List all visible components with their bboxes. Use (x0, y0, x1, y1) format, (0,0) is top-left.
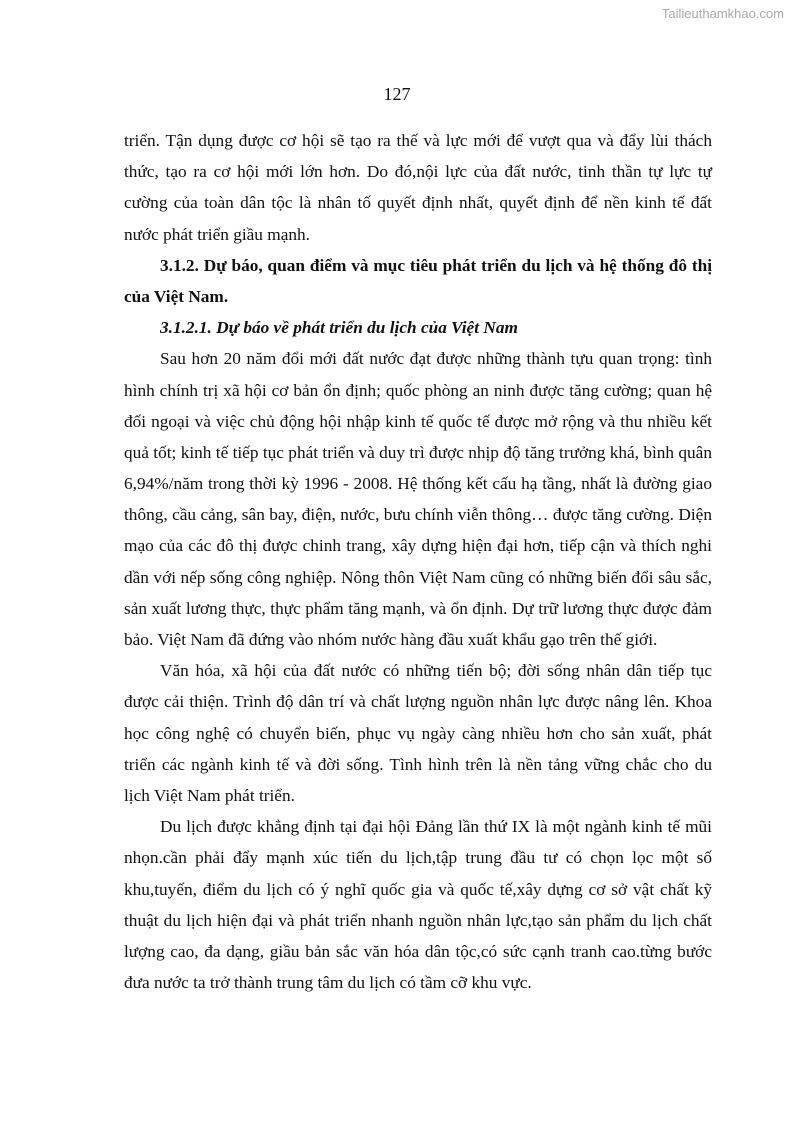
heading-line: của Việt Nam. (124, 286, 229, 306)
paragraph-line: Văn hóa, xã hội của đất nước có những tiến bộ; đời sống nhân dân tiếp tục (160, 661, 712, 681)
paragraph-line: 6,94%/năm trong thời kỳ 1996 - 2008. Hệ thống kết cấu hạ tầng, nhất là đường giao (124, 474, 712, 494)
paragraph-line: thuật du lịch hiện đại và phát triển nhanh nguồn nhân lực,tạo sản phẩm du lịch chất (124, 910, 712, 930)
paragraph-line: bảo. Việt Nam đã đứng vào nhóm nước hàng đầu xuất khẩu gạo trên thế giới. (124, 630, 658, 649)
paragraph-line: Du lịch được khẳng định tại đại hội Đảng lần thứ IX là một ngành kinh tế mũi (160, 817, 712, 837)
paragraph-line: quả tốt; kinh tế tiếp tục phát triển và duy trì được nhịp độ tăng trưởng khá, bình quân (124, 442, 712, 462)
paragraph-line: Sau hơn 20 năm đổi mới đất nước đạt được những thành tựu quan trọng: tình (160, 349, 712, 369)
paragraph-line: được cải thiện. Trình độ dân trí và chất lượng nguồn nhân lực được nâng lên. Khoa (124, 692, 712, 712)
heading-line: 3.1.2. Dự báo, quan điểm và mục tiêu phát triển du lịch và hệ thống đô thị (160, 255, 712, 275)
paragraph-line: lượng cao, đa dạng, giầu bản sắc văn hóa dân tộc,có sức cạnh tranh cao.từng bước (124, 941, 712, 961)
paragraph-line: cường của toàn dân tộc là nhân tố quyết định nhất, quyết định để nền kinh tế đất (124, 193, 712, 213)
paragraph-line: dần với nếp sống công nghiệp. Nông thôn Việt Nam cũng có những biến đổi sâu sắc, (124, 567, 712, 587)
paragraph-line: thức, tạo ra cơ hội mới lớn hơn. Do đó,nội lực của đất nước, tinh thần tự lực tự (124, 162, 712, 182)
document-body (124, 125, 712, 998)
paragraph-line: đưa nước ta trở thành trung tâm du lịch có tầm cỡ khu vực. (124, 973, 532, 993)
paragraph-line: nhọn.cần phải đẩy mạnh xúc tiến du lịch,tập trung đầu tư có chọn lọc một số (124, 848, 712, 868)
paragraph-line: triển các ngành kinh tế và đời sống. Tình hình trên là nền tảng vững chắc cho du (124, 754, 712, 774)
paragraph-line: lịch Việt Nam phát triển. (124, 785, 295, 805)
paragraph-line: mạo của các đô thị được chinh trang, xây dựng hiện đại hơn, tiếp cận và thích nghi (124, 536, 712, 556)
paragraph-line: học công nghệ có chuyển biến, phục vụ ngày càng nhiều hơn cho sản xuất, phát (124, 723, 712, 743)
paragraph-line: triển. Tận dụng được cơ hội sẽ tạo ra thế và lực mới để vượt qua và đẩy lùi thách (124, 131, 712, 150)
paragraph-line: hình chính trị xã hội cơ bản ổn định; quốc phòng an ninh được tăng cường; quan hệ (124, 380, 712, 400)
page-number: 127 (383, 84, 411, 104)
paragraph-line: đối ngoại và việc chủ động hội nhập kinh tế quốc tế được mở rộng và thu nhiều kết (124, 411, 712, 431)
paragraph-line: khu,tuyến, điểm du lịch có ý nghĩ quốc gia và quốc tế,xây dựng cơ sở vật chất kỹ (124, 879, 712, 899)
subheading-line: 3.1.2.1. Dự báo về phát triển du lịch của Việt Nam (160, 318, 518, 338)
watermark: Tailieuthamkhao.com (661, 6, 784, 21)
paragraph-line: nước phát triển giầu mạnh. (124, 224, 310, 244)
paragraph-line: thông, cầu cảng, sân bay, điện, nước, bưu chính viễn thông… được tăng cường. Diện (124, 505, 712, 525)
paragraph-line: sản xuất lương thực, thực phẩm tăng mạnh, và ổn định. Dự trữ lương thực được đảm (124, 598, 712, 618)
